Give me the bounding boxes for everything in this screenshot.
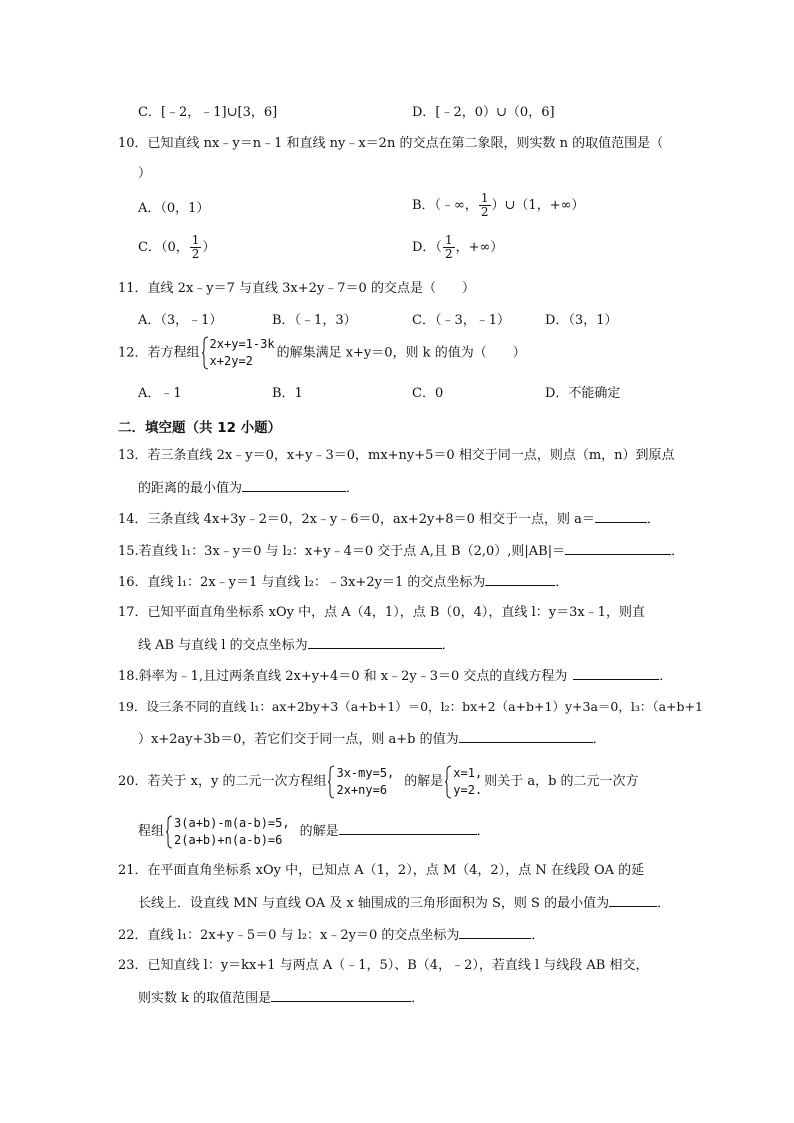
q18-text: 18.斜率为﹣1,且过两条直线 2x+y+4＝0 和 x﹣2y﹣3＝0 交点的直线方程为 ． (118, 666, 672, 686)
q21-line1: 21．在平面直角坐标系 xOy 中，已知点 A（1，2），点 M（4，2），点 N 在线段 OA 的延 (118, 863, 645, 878)
q10-option-c: C．（0， $\frac{1}{2}$ ） (138, 233, 216, 261)
q10-option-b: B．（﹣∞， $\frac{1}{2}$ ）∪（1，+∞） (412, 191, 585, 219)
q13-line2: 的距离的最小值为 ． (138, 478, 359, 498)
equation-system: 2x+y=1-3k x+2y=2 (202, 336, 275, 370)
q22-text: 22．直线 l₁：2x+y﹣5＝0 与 l₂：x﹣2y＝0 的交点坐标为 ． (118, 925, 544, 945)
q12-text: 12．若方程组 2x+y=1-3k x+2y=2 的解集满足 x+y＝0，则 k 的值为（ ） (118, 337, 526, 368)
q20-line2: 程组 3(a+b)-m(a-b)=5, 2(a+b)+n(a-b)=6 的解是 ． (138, 815, 490, 847)
answer-blank[interactable] (609, 893, 657, 907)
answer-blank[interactable] (271, 988, 411, 1002)
q11-option-b: B．（﹣1，3） (272, 313, 357, 328)
q9-option-c: C．[﹣2，﹣1]∪[3，6] (138, 105, 278, 120)
answer-blank[interactable] (595, 509, 647, 523)
q23-line1: 23．已知直线 l：y＝kx+1 与两点 A（﹣1，5）、B（4，﹣2），若直线 l 与线段 AB 相交， (118, 958, 649, 973)
q23-line2: 则实数 k 的取值范围是 ． (138, 988, 424, 1008)
q17-line1: 17．已知平面直角坐标系 xOy 中，点 A（4，1），点 B（0，4），直线 l：y＝3x﹣1，则直 (118, 605, 645, 620)
q11-option-d: D．（3，1） (545, 313, 618, 328)
brace-icon (166, 815, 173, 849)
q10-option-a: A．（0，1） (138, 201, 210, 216)
q20-line1: 20．若关于 x，y 的二元一次方程组 3x-my=5, 2x+ny=6 的解是 x=1, y=2. 则关于 a，b 的二元一次方 (118, 765, 639, 797)
q17-line2: 线 AB 与直线 l 的交点坐标为 ． (138, 635, 455, 655)
q19-line1: 19．设三条不同的直线 l₁：ax+2by+3（a+b+1）＝0，l₂：bx+2（a+b+1）y+3a＝0，l₃：（a+b+1 (118, 699, 703, 714)
q19-line2: ）x+2ay+3b＝0，若它们交于同一点，则 a+b 的值为 ． (138, 729, 606, 749)
brace-icon (328, 765, 335, 799)
fraction: $\frac{1}{2}$ (480, 191, 489, 219)
answer-blank[interactable] (339, 821, 477, 835)
brace-icon (445, 765, 452, 799)
q12-option-c: C．0 (412, 386, 444, 401)
answer-blank[interactable] (242, 478, 346, 492)
q14-text: 14．三条直线 4x+3y﹣2＝0，2x﹣y﹣6＝0，ax+2y+8＝0 相交于一点，则 a＝ ． (118, 509, 660, 529)
q10-option-d: D．（ $\frac{1}{2}$ ，+∞） (412, 233, 504, 261)
equation-system: 3(a+b)-m(a-b)=5, 2(a+b)+n(a-b)=6 (166, 815, 290, 849)
fraction: $\frac{1}{2}$ (191, 233, 200, 261)
equation-system: 3x-my=5, 2x+ny=6 (328, 765, 394, 799)
q11-option-a: A．（3，﹣1） (138, 313, 223, 328)
q12-option-a: A．﹣1 (138, 386, 182, 401)
q11-text: 11．直线 2x﹣y＝7 与直线 3x+2y﹣7＝0 的交点是（ ） (118, 281, 475, 296)
q10-close: ） (138, 166, 152, 181)
answer-blank[interactable] (459, 925, 531, 939)
answer-blank[interactable] (573, 666, 659, 680)
section-title: 二．填空题（共 12 小题） (118, 420, 282, 436)
q15-text: 15.若直线 l₁：3x﹣y＝0 与 l₂：x+y﹣4＝0 交于点 A,且 B（2,0）,则|AB|＝ ． (118, 541, 684, 561)
fraction: $\frac{1}{2}$ (444, 233, 453, 261)
q9-option-d: D．[﹣2，0）∪（0，6] (412, 105, 555, 120)
q10-text: 10．已知直线 nx﹣y＝n﹣1 和直线 ny﹣x＝2n 的交点在第二象限，则实数 n 的取值范围是（ (118, 136, 664, 151)
answer-blank[interactable] (459, 729, 593, 743)
q21-line2: 长线上．设直线 MN 与直线 OA 及 x 轴围成的三角形面积为 S，则 S 的最小值为 ． (138, 893, 670, 913)
answer-blank[interactable] (565, 541, 671, 555)
solution-system: x=1, y=2. (445, 765, 482, 799)
q16-text: 16．直线 l₁：2x﹣y＝1 与直线 l₂：﹣3x+2y＝1 的交点坐标为 ． (118, 572, 568, 592)
q12-option-b: B．1 (272, 386, 303, 401)
q11-option-c: C．（﹣3，﹣1） (412, 313, 510, 328)
q12-option-d: D．不能确定 (545, 386, 621, 401)
answer-blank[interactable] (485, 572, 555, 586)
brace-icon (202, 336, 209, 370)
answer-blank[interactable] (308, 635, 442, 649)
q13-line1: 13．若三条直线 2x﹣y＝0，x+y﹣3＝0，mx+ny+5＝0 相交于同一点，则点（m，n）到原点 (118, 448, 675, 463)
